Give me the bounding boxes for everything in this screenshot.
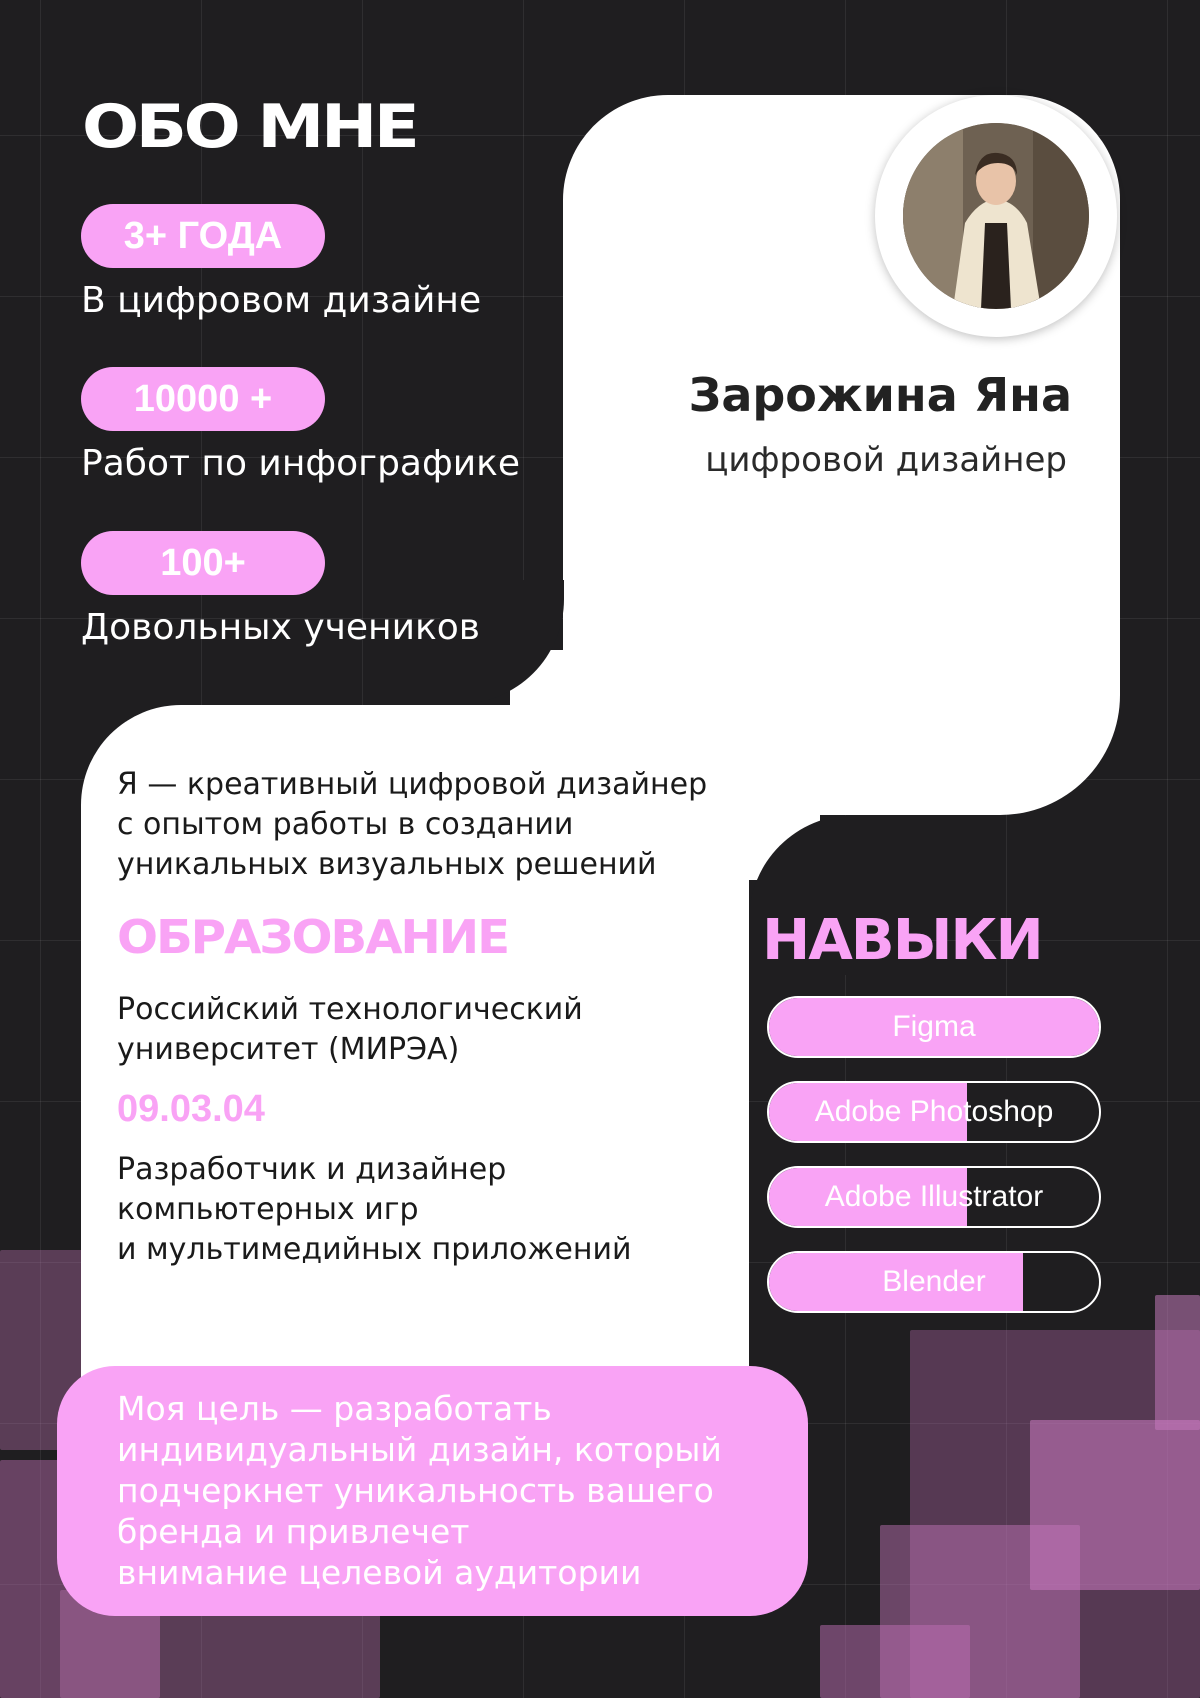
skill-label: Figma bbox=[892, 1010, 976, 1043]
stat-badge: 100+ bbox=[81, 531, 325, 595]
profile-role: цифровой дизайнер bbox=[705, 440, 1067, 480]
program-line: и мультимедийных приложений bbox=[117, 1232, 632, 1267]
stat-badge: 10000 + bbox=[81, 367, 325, 431]
decor-square bbox=[820, 1625, 970, 1698]
about-text bbox=[117, 765, 707, 885]
person-icon bbox=[903, 123, 1089, 309]
profile-name: Зарожина Яна bbox=[688, 368, 1072, 422]
goal-line: подчеркнет уникальность вашего bbox=[117, 1471, 714, 1510]
stat-label: Довольных учеников bbox=[81, 607, 480, 648]
program-line: компьютерных игр bbox=[117, 1192, 419, 1227]
university-text bbox=[117, 990, 583, 1070]
about-line: Я — креативный цифровой дизайнер bbox=[117, 767, 708, 802]
university-line: Российский технологический bbox=[117, 992, 583, 1027]
about-line: с опытом работы в создании bbox=[117, 807, 574, 842]
stat-label: Работ по инфографике bbox=[81, 443, 521, 484]
skill-label: Adobe Photoshop bbox=[814, 1095, 1054, 1128]
education-heading: ОБРАЗОВАНИЕ bbox=[117, 910, 508, 964]
skill-bar bbox=[767, 1166, 1101, 1228]
program-code: 09.03.04 bbox=[117, 1088, 265, 1130]
avatar bbox=[875, 95, 1117, 337]
goal-line: внимание целевой аудитории bbox=[117, 1553, 642, 1592]
page-title: ОБО МНЕ bbox=[82, 92, 417, 162]
skills-heading: НАВЫКИ bbox=[762, 908, 1042, 973]
stat-badge: 3+ ГОДА bbox=[81, 204, 325, 268]
goal-text bbox=[117, 1388, 722, 1593]
program-text bbox=[117, 1150, 631, 1270]
stat-label: В цифровом дизайне bbox=[81, 280, 482, 321]
goal-box bbox=[57, 1366, 808, 1616]
skill-label: Blender bbox=[882, 1265, 986, 1298]
program-line: Разработчик и дизайнер bbox=[117, 1152, 507, 1187]
skill-bar bbox=[767, 1081, 1101, 1143]
about-line: уникальных визуальных решений bbox=[117, 847, 657, 882]
goal-line: Моя цель — разработать bbox=[117, 1389, 552, 1428]
skill-bar bbox=[767, 1251, 1101, 1313]
university-line: университет (МИРЭА) bbox=[117, 1032, 460, 1067]
profile-photo bbox=[903, 123, 1089, 309]
goal-line: индивидуальный дизайн, который bbox=[117, 1430, 722, 1469]
goal-line: бренда и привлечет bbox=[117, 1512, 470, 1551]
skill-bar bbox=[767, 996, 1101, 1058]
skill-label: Adobe Illustrator bbox=[824, 1180, 1044, 1213]
